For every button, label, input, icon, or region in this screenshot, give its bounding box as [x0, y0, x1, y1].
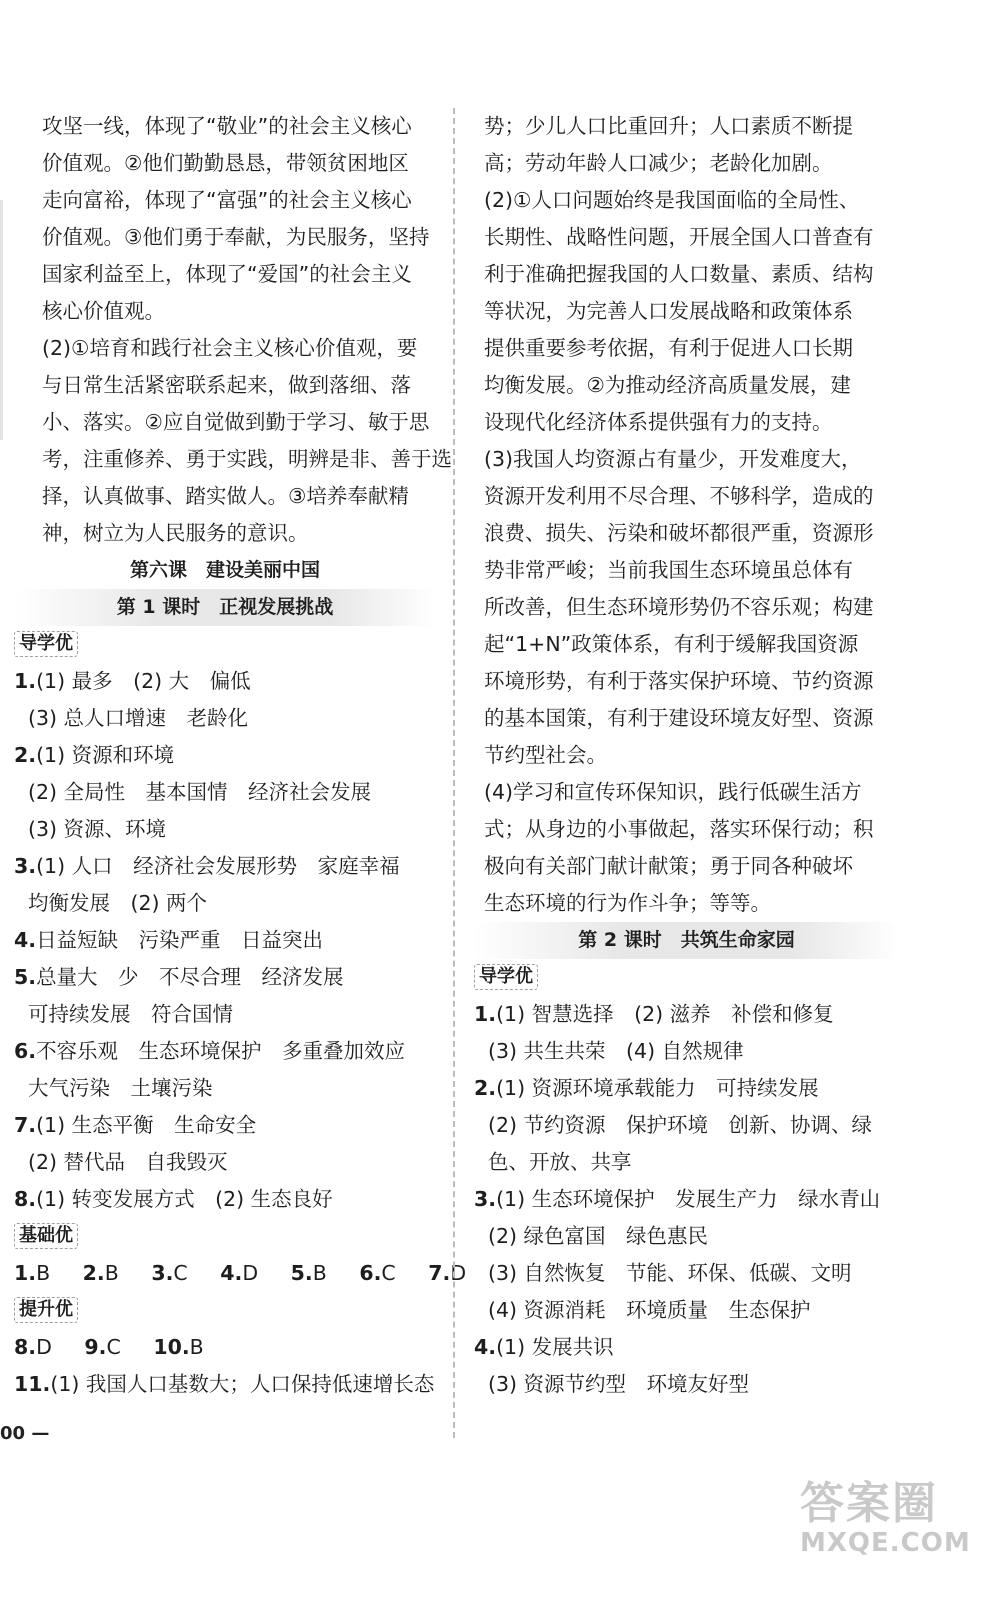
answer-line: [474, 1144, 899, 1181]
answer-text: (1) 转变发展方式 (2) 生态良好: [36, 1187, 333, 1211]
answer-line: [14, 959, 436, 996]
text-line: 长期性、战略性问题，开展全国人口普查有: [484, 225, 874, 249]
question-number: 6.: [14, 1039, 37, 1063]
answer-line: [14, 922, 436, 959]
question-number: 1.: [14, 669, 37, 693]
answer-text: 总量大 少 不尽合理 经济发展: [36, 965, 344, 989]
answer-line: [14, 885, 436, 922]
question-number: 7.: [428, 1261, 451, 1285]
answer-text: (1) 人口 经济社会发展形势 家庭幸福: [36, 854, 400, 878]
text-line: 势；少儿人口比重回升；人口素质不断提: [484, 114, 853, 138]
watermark-text: 答案圈: [800, 1478, 938, 1529]
question-number: 11.: [14, 1372, 51, 1396]
answer-text: (3) 资源节约型 环境友好型: [488, 1372, 750, 1396]
answer-line: [14, 700, 436, 737]
text-line: 走向富裕，体现了“富强”的社会主义核心: [42, 188, 412, 212]
answer-line: [14, 1255, 467, 1292]
answer-text: 可持续发展 符合国情: [28, 1002, 233, 1026]
answer-line: [14, 774, 436, 811]
answer-text: (3) 共生共荣 (4) 自然规律: [488, 1039, 744, 1063]
answer-text: (2) 绿色富国 绿色惠民: [488, 1224, 709, 1248]
section-tag-daoxue: 导学优: [14, 631, 78, 657]
text-line: 式；从身边的小事做起，落实环保行动；积: [484, 817, 874, 841]
choice-answer: D: [242, 1261, 259, 1285]
answer-line: [14, 1329, 436, 1366]
answer-text: 大气污染 土壤污染: [28, 1076, 213, 1100]
question-number: 2.: [14, 743, 37, 767]
text-line: 资源开发利用不尽合理、不够科学，造成的: [484, 484, 874, 508]
answer-line: [474, 1218, 899, 1255]
text-line: 环境形势，有利于落实保护环境、节约资源: [484, 669, 874, 693]
choice-answer: B: [36, 1261, 51, 1285]
watermark-logo: [800, 1480, 990, 1590]
choice-answer: C: [381, 1261, 396, 1285]
text-line: 起“1+N”政策体系，有利于缓解我国资源: [484, 632, 859, 656]
question-number: 5.: [14, 965, 37, 989]
answer-text: (1) 生态环境保护 发展生产力 绿水青山: [496, 1187, 881, 1211]
answer-text: (1) 最多 (2) 大 偏低: [36, 669, 251, 693]
text-line: 攻坚一线，体现了“敬业”的社会主义核心: [42, 114, 412, 138]
answer-text: (2) 节约资源 保护环境 创新、协调、绿: [488, 1113, 873, 1137]
answer-text: 不容乐观 生态环境保护 多重叠加效应: [36, 1039, 406, 1063]
answer-text: (3) 资源、环境: [28, 817, 167, 841]
choice-answer: D: [450, 1261, 467, 1285]
text-line: 节约型社会。: [484, 743, 607, 767]
answer-line: [474, 1181, 899, 1218]
answer-text: (3) 总人口增速 老龄化: [28, 706, 249, 730]
question-number: 4.: [220, 1261, 243, 1285]
text-line: 与日常生活紧密联系起来，做到落细、落: [42, 373, 411, 397]
question-number: 8.: [14, 1335, 37, 1359]
choice-answer: B: [312, 1261, 327, 1285]
answer-text: (1) 资源和环境: [36, 743, 175, 767]
question-number: 5.: [290, 1261, 313, 1285]
answer-text: (1) 生态平衡 生命安全: [36, 1113, 257, 1137]
question-number: 4.: [14, 928, 37, 952]
text-line: 势非常严峻；当前我国生态环境虽总体有: [484, 558, 853, 582]
answer-line: [474, 1329, 899, 1366]
text-line: 国家利益至上，体现了“爱国”的社会主义: [42, 262, 412, 286]
question-number: 1.: [474, 1002, 497, 1026]
answer-line: [14, 1070, 436, 1107]
answer-line: [474, 1107, 899, 1144]
text-line: 极向有关部门献计献策；勇于同各种破坏: [484, 854, 853, 878]
answer-line: [14, 811, 436, 848]
choice-answer: C: [106, 1335, 121, 1359]
question-number: 2.: [474, 1076, 497, 1100]
answer-text: 均衡发展 (2) 两个: [28, 891, 208, 915]
answer-text: (4) 资源消耗 环境质量 生态保护: [488, 1298, 811, 1322]
answer-line: [14, 848, 436, 885]
answer-text: (1) 我国人口基数大；人口保持低速增长态: [50, 1372, 435, 1396]
page-edge-mark: [0, 200, 3, 440]
question-number: 10.: [153, 1335, 190, 1359]
answer-line: [14, 1366, 436, 1403]
answer-text: (3) 自然恢复 节能、环保、低碳、文明: [488, 1261, 852, 1285]
text-line: 所改善，但生态环境形势仍不容乐观；构建: [484, 595, 874, 619]
watermark-url: MXQE.COM: [800, 1528, 971, 1558]
text-line: 高；劳动年龄人口减少；老龄化加剧。: [484, 151, 833, 175]
text-line: (3)我国人均资源占有量少，开发难度大，: [484, 447, 862, 471]
text-line: (2)①人口问题始终是我国面临的全局性、: [484, 188, 860, 212]
choice-answer: B: [189, 1335, 204, 1359]
text-line: (2)①培育和践行社会主义核心价值观，要: [42, 336, 418, 360]
answer-text: (1) 发展共识: [496, 1335, 614, 1359]
text-line: 价值观。②他们勤勤恳恳，带领贫困地区: [42, 151, 409, 175]
text-line: (4)学习和宣传环保知识，践行低碳生活方: [484, 780, 862, 804]
text-line: 提供重要参考依据，有利于促进人口长期: [484, 336, 853, 360]
section-tag-jichu: 基础优: [14, 1223, 78, 1249]
section-tag-tisheng: 提升优: [14, 1297, 78, 1323]
question-number: 6.: [359, 1261, 382, 1285]
question-number: 7.: [14, 1113, 37, 1137]
answer-text: (1) 智慧选择 (2) 滋养 补偿和修复: [496, 1002, 834, 1026]
answer-line: [14, 1181, 436, 1218]
text-line: 考，注重修养、勇于实践，明辨是非、善于选: [42, 447, 452, 471]
answer-line: [474, 1292, 899, 1329]
question-number: 1.: [14, 1261, 37, 1285]
question-number: 9.: [84, 1335, 107, 1359]
left-column: [14, 108, 467, 1403]
answer-text: (2) 全局性 基本国情 经济社会发展: [28, 780, 372, 804]
section-tag-daoxue: 导学优: [474, 964, 538, 990]
text-line: 择，认真做事、踏实做人。③培养奉献精: [42, 484, 409, 508]
answer-line: [474, 1033, 899, 1070]
page-number: 00 —: [0, 1423, 50, 1444]
column-divider: [453, 108, 455, 1438]
answer-line: [474, 996, 899, 1033]
text-line: 生态环境的行为作斗争；等等。: [484, 891, 771, 915]
lesson-title: 第六课 建设美丽中国: [129, 559, 320, 581]
answer-line: [14, 737, 436, 774]
answer-line: [474, 1366, 899, 1403]
question-number: 8.: [14, 1187, 37, 1211]
text-line: 价值观。③他们勇于奉献，为民服务，坚持: [42, 225, 430, 249]
answer-text: 日益短缺 污染严重 日益突出: [36, 928, 324, 952]
question-number: 2.: [82, 1261, 105, 1285]
question-number: 3.: [474, 1187, 497, 1211]
answer-line: [14, 1107, 436, 1144]
question-number: 3.: [14, 854, 37, 878]
answer-line: [14, 663, 436, 700]
choice-answer: D: [36, 1335, 52, 1359]
answer-text: 色、开放、共享: [488, 1150, 632, 1174]
text-line: 设现代化经济体系提供强有力的支持。: [484, 410, 833, 434]
text-line: 核心价值观。: [42, 299, 165, 323]
text-line: 均衡发展。②为推动经济高质量发展，建: [484, 373, 851, 397]
text-line: 神，树立为人民服务的意识。: [42, 521, 309, 545]
text-line: 小、落实。②应自觉做到勤于学习、敏于思: [42, 410, 430, 434]
text-line: 浪费、损失、污染和破坏都很严重，资源形: [484, 521, 874, 545]
period-title: 第 1 课时 正视发展挑战: [14, 589, 436, 626]
choice-answer: B: [104, 1261, 119, 1285]
answer-text: (2) 替代品 自我毁灭: [28, 1150, 228, 1174]
answer-line: [474, 1255, 899, 1292]
question-number: 3.: [151, 1261, 174, 1285]
period-title: 第 2 课时 共筑生命家园: [474, 922, 899, 959]
text-line: 等状况，为完善人口发展战略和政策体系: [484, 299, 853, 323]
text-line: 利于准确把握我国的人口数量、素质、结构: [484, 262, 874, 286]
answer-text: (1) 资源环境承载能力 可持续发展: [496, 1076, 819, 1100]
choice-answer: C: [173, 1261, 188, 1285]
right-column: [474, 108, 899, 1403]
text-line: 的基本国策，有利于建设环境友好型、资源: [484, 706, 874, 730]
answer-line: [474, 1070, 899, 1107]
answer-line: [14, 1144, 436, 1181]
answer-line: [14, 1033, 436, 1070]
question-number: 4.: [474, 1335, 497, 1359]
answer-line: [14, 996, 436, 1033]
